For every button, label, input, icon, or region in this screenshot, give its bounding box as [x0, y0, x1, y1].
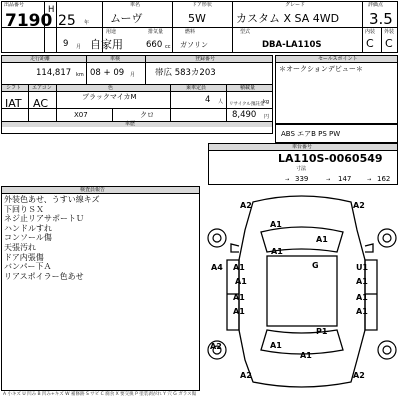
plate-number: 帯広 583カ203 [155, 68, 216, 78]
chassis-number: LA110S-0060549 [278, 152, 383, 165]
fuel: ガソリン [180, 41, 208, 49]
damage-label: A1 [233, 307, 245, 316]
color-label: 色 [108, 85, 114, 91]
grade-label: グレード [285, 2, 306, 8]
arrow-1: → [285, 177, 290, 183]
shift: IAT [5, 97, 22, 110]
car-name: ムーヴ [110, 12, 143, 25]
reg-month: 9 [63, 39, 69, 49]
exterior-label: 外装 [384, 29, 395, 35]
trim-color: クロ [140, 111, 154, 119]
height: 162 [377, 175, 391, 183]
model-label: 型式 [240, 29, 251, 35]
damage-label: A1 [270, 341, 282, 350]
damage-label: A2 [240, 371, 252, 380]
arrow-3: → [367, 177, 372, 183]
lot-number: 7190 [5, 11, 53, 31]
aircon-label: エアコン [32, 85, 52, 91]
arrow-2: → [326, 177, 331, 183]
mileage: 114,817 [36, 68, 72, 78]
damage-label: A2 [240, 201, 252, 210]
sales-point-label: セールスポイント [318, 56, 358, 62]
mileage-label: 走行距離 [30, 56, 51, 62]
inspection-unit: 月 [130, 72, 136, 78]
color-code: X07 [74, 111, 88, 119]
damage-label: A1 [356, 307, 368, 316]
damage-label: A4 [211, 263, 223, 272]
damage-label: A1 [270, 220, 282, 229]
load-label: 積載量 [240, 85, 256, 91]
car-name-label: 車名 [130, 2, 141, 8]
color: ブラックマイカM [82, 93, 137, 101]
yen-unit: 円 [264, 114, 270, 120]
displacement: 660 [146, 40, 163, 50]
doors-label: ドア形状 [192, 2, 212, 8]
damage-label: A2 [210, 342, 222, 351]
interior-grade: C [366, 37, 374, 50]
cc-unit: cc [165, 44, 171, 50]
usage-label: 用途 [106, 29, 117, 35]
lot-label: 出品番号 [4, 2, 25, 8]
damage-label: A2 [353, 201, 365, 210]
damage-label: U1 [356, 263, 369, 272]
damage-label: A2 [353, 371, 365, 380]
shift-label: シフト [6, 85, 22, 91]
damage-label: A1 [233, 263, 245, 272]
grade: カスタム X SA 4WD [236, 12, 340, 25]
usage: 自家用 [90, 38, 123, 51]
remark-item: 天張汚れ [4, 242, 36, 252]
model-code: DBA-LA110S [262, 40, 322, 50]
remarks-header: 検査員報告 [80, 187, 106, 193]
damage-label: A1 [356, 293, 368, 302]
month-unit: 月 [76, 44, 82, 50]
damage-label: A1 [235, 277, 247, 286]
model-year: 25 [58, 13, 76, 29]
era: H [48, 5, 55, 15]
damage-label: A1 [233, 293, 245, 302]
capacity-label: 乗車定員 [186, 85, 207, 91]
damage-label: A1 [316, 235, 328, 244]
score: 3.5 [369, 10, 393, 28]
doors: 5W [188, 12, 206, 25]
remark-item: ドア内張傷 [4, 252, 44, 262]
damage-label: P1 [316, 327, 328, 336]
aircon: AC [33, 97, 49, 110]
load-unit: kg [263, 99, 270, 105]
damage-label: A1 [356, 277, 368, 286]
fuel-label: 燃料 [185, 29, 196, 35]
remark-item: バンパー下Ａ [4, 262, 52, 272]
score-label: 評価点 [368, 2, 384, 8]
remarks-list [4, 195, 100, 281]
footer-legend: A 小キズ U 凹み B 凹み+キズ W 補修跡 S サビ C 腐食 X 要交換 P 塗装剥がれ Y 穴 G ガラス傷 [3, 392, 197, 397]
car-diagram [205, 190, 400, 392]
inspection: 08 + 09 [90, 68, 125, 78]
remark-item: ハンドルすれ [4, 223, 52, 233]
remark-item: 下回りＳＸ [4, 204, 44, 214]
remark-item: ネジ止リアサポートＵ [4, 214, 84, 224]
damage-label: A1 [271, 247, 283, 256]
damage-label: A1 [300, 351, 312, 360]
recycle-label: リサイクル預託金 [229, 102, 265, 107]
remark-item: リアスポイラー色あせ [4, 271, 84, 281]
chassis-label: 車台番号 [292, 144, 313, 150]
equipment: ABS エアB PS PW [281, 130, 341, 138]
damage-label: G [312, 261, 319, 270]
capacity-unit: 人 [218, 99, 224, 105]
recycle-fee: 8,490 [232, 110, 257, 120]
width: 147 [338, 175, 352, 183]
year-unit: 年 [84, 20, 90, 26]
km-unit: km [76, 72, 84, 78]
remark-item: コンソール傷 [4, 233, 52, 243]
displacement-label: 排気量 [148, 29, 164, 35]
interior-label: 内装 [365, 29, 376, 35]
inspection-label: 車検 [110, 56, 121, 62]
capacity: 4 [205, 95, 211, 105]
length: 339 [295, 175, 309, 183]
remark-item: 外装色あせ、うすい線キズ [4, 195, 100, 204]
exterior-grade: C [385, 37, 393, 50]
history-label: 車歴 [125, 121, 136, 127]
dims-label: 寸法 [296, 166, 307, 172]
sales-point: ＊オークションデビュー＊ [279, 65, 363, 73]
plate-label: 登録番号 [195, 56, 216, 62]
